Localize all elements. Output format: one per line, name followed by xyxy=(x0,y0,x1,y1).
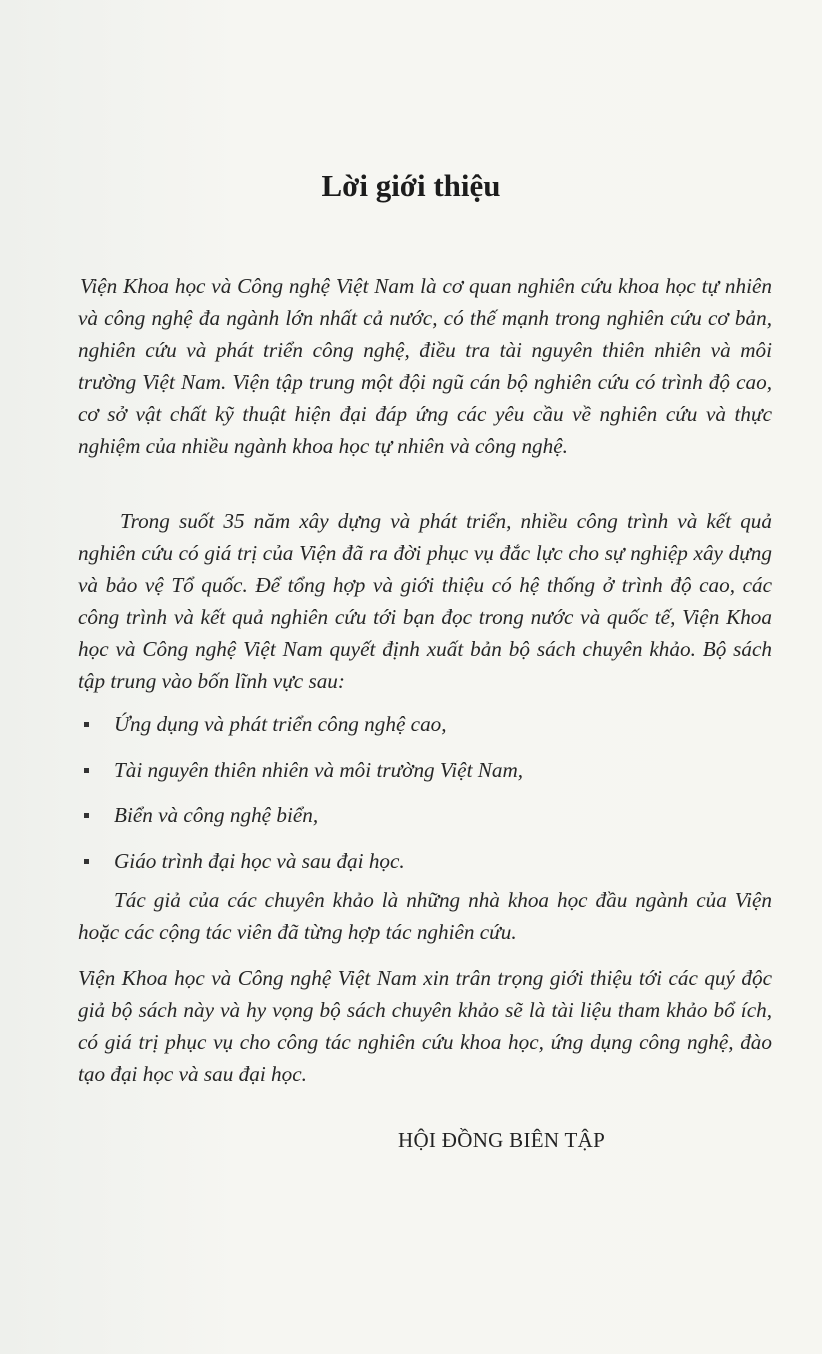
bullet-icon xyxy=(84,722,89,727)
list-item-text: Giáo trình đại học và sau đại học. xyxy=(114,848,405,873)
bullet-icon xyxy=(84,768,89,773)
list-item-text: Tài nguyên thiên nhiên và môi trường Việt Nam, xyxy=(114,757,524,782)
list-item xyxy=(78,754,772,800)
bullet-icon xyxy=(84,813,89,818)
field-list xyxy=(78,708,772,890)
intro-paragraph-1: Viện Khoa học và Công nghệ Việt Nam là cơ quan nghiên cứu khoa học tự nhiên và công nghệ đa ngành lớn nhất cả nước, có thế mạnh trong nghiên cứu cơ bản, nghiên cứu và phát triển công nghệ, điều tra tài nguyên thiên nhiên và môi trường Việt Nam. Viện tập trung một đội ngũ cán bộ nghiên cứu có trình độ cao, cơ sở vật chất kỹ thuật hiện đại đáp ứng các yêu cầu về nghiên cứu và thực nghiệm của nhiều ngành khoa học tự nhiên và công nghệ. xyxy=(78,274,772,458)
closing-paragraph: Viện Khoa học và Công nghệ Việt Nam xin trân trọng giới thiệu tới các quý độc giả bộ sách này và hy vọng bộ sách chuyên khảo sẽ là tài liệu tham khảo bổ ích, có giá trị phục vụ cho công tác nghiên cứu khoa học, ứng dụng công nghệ, đào tạo đại học và sau đại học. xyxy=(78,966,772,1086)
bullet-icon xyxy=(84,859,89,864)
list-item xyxy=(78,799,772,845)
authors-paragraph: Tác giả của các chuyên khảo là những nhà khoa học đầu ngành của Viện hoặc các cộng tác viên đã từng hợp tác nghiên cứu. xyxy=(78,888,772,944)
intro-paragraph-2: Trong suốt 35 năm xây dựng và phát triển, nhiều công trình và kết quả nghiên cứu có giá trị của Viện đã ra đời phục vụ đắc lực cho sự nghiệp xây dựng và bảo vệ Tổ quốc. Để tổng hợp và giới thiệu có hệ thống ở trình độ cao, các công trình và kết quả nghiên cứu tới bạn đọc trong nước và quốc tế, Viện Khoa học và Công nghệ Việt Nam quyết định xuất bản bộ sách chuyên khảo. Bộ sách tập trung vào bốn lĩnh vực sau: xyxy=(78,509,772,693)
editorial-board-signature: HỘI ĐỒNG BIÊN TẬP xyxy=(398,1128,606,1152)
list-item-text: Ứng dụng và phát triển công nghệ cao, xyxy=(114,712,447,736)
list-item-text: Biển và công nghệ biển, xyxy=(114,803,319,827)
list-item xyxy=(78,708,772,754)
page-title: Lời giới thiệu xyxy=(321,168,501,203)
